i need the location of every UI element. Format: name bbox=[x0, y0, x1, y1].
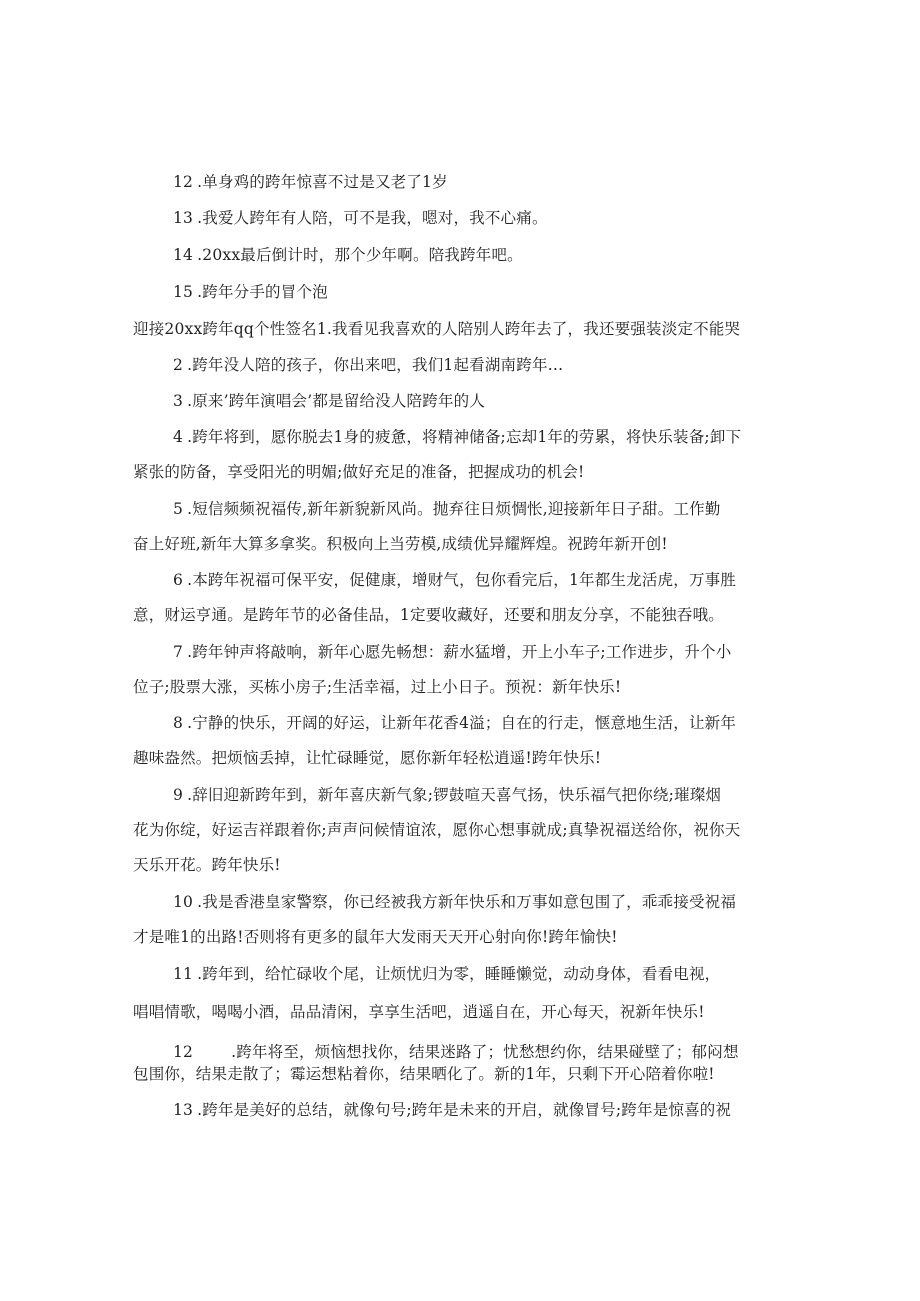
item-number: 14 bbox=[173, 246, 194, 264]
text-line bbox=[133, 462, 793, 482]
text-line bbox=[173, 282, 833, 302]
line-text: 位子;股票大涨，买栋小房子;生活幸福，过上小日子。预祝：新年快乐! bbox=[133, 678, 622, 696]
item-number: 12 bbox=[173, 1043, 194, 1061]
text-line bbox=[133, 820, 793, 840]
item-number: 4 bbox=[173, 428, 184, 446]
text-line bbox=[133, 605, 793, 625]
line-text: .辞旧迎新跨年到，新年喜庆新气象;锣鼓喧天喜气扬，快乐福气把你绕;璀璨烟 bbox=[187, 786, 722, 804]
line-text: 才是唯1的出路!否则将有更多的鼠年大发雨天天开心射向你!跨年愉快! bbox=[133, 928, 618, 946]
text-line bbox=[133, 677, 793, 697]
item-number: 7 bbox=[173, 643, 184, 661]
item-number: 12 bbox=[173, 173, 194, 191]
text-line bbox=[173, 1100, 833, 1120]
item-number: 2 bbox=[173, 356, 184, 374]
text-line bbox=[173, 785, 833, 805]
line-text: 天乐开花。跨年快乐! bbox=[133, 856, 281, 874]
line-text: 花为你绽，好运吉祥跟着你;声声问候情谊浓，愿你心想事就成;真挚祝福送给你，祝你天 bbox=[133, 821, 741, 839]
item-number: 8 bbox=[173, 714, 184, 732]
line-text: 唱唱情歌，喝喝小酒，品品清闲，享享生活吧，逍遥自在，开心每天，祝新年快乐! bbox=[133, 1003, 705, 1021]
line-text: 迎接20xx跨年qq个性签名1.我看见我喜欢的人陪别人跨年去了，我还要强装淡定不能哭 bbox=[133, 320, 741, 338]
line-text: 包围你，结果走散了；霉运想粘着你，结果晒化了。新的1年，只剩下开心陪着你啦! bbox=[133, 1065, 715, 1083]
line-text: .我爱人跨年有人陪，可不是我，嗯对，我不心痛。 bbox=[197, 209, 548, 227]
line-text: 紧张的防备，享受阳光的明媚;做好充足的准备，把握成功的机会! bbox=[133, 463, 585, 481]
line-text: .我是香港皇家警察，你已经被我方新年快乐和万事如意包围了，乖乖接受祝福 bbox=[197, 893, 737, 911]
line-text: .宁静的快乐，开阔的好运，让新年花香4溢；自在的行走，惬意地生活，让新年 bbox=[187, 714, 737, 732]
line-text: .跨年将至，烦恼想找你，结果迷路了；忧愁想约你，结果碰壁了；郁闷想 bbox=[231, 1043, 739, 1061]
item-number: 13 bbox=[173, 1101, 194, 1119]
text-line bbox=[173, 245, 833, 265]
item-number: 6 bbox=[173, 571, 184, 589]
line-text: .跨年到，给忙碌收个尾，让烦忧归为零，睡睡懒觉，动动身体，看看电视， bbox=[197, 965, 721, 983]
text-line bbox=[173, 391, 833, 411]
text-line bbox=[133, 319, 793, 339]
line-text: .本跨年祝福可保平安，促健康，增财气，包你看完后，1年都生龙活虎，万事胜 bbox=[187, 571, 737, 589]
text-line bbox=[173, 172, 833, 192]
text-line bbox=[133, 1064, 793, 1084]
item-number: 9 bbox=[173, 786, 184, 804]
line-text: .跨年钟声将敲响，新年心愿先畅想：薪水猛增，开上小车子;工作进步，升个小 bbox=[187, 643, 732, 661]
text-line bbox=[133, 855, 793, 875]
item-number: 5 bbox=[173, 500, 184, 518]
text-line bbox=[133, 534, 793, 554]
item-number: 15 bbox=[173, 283, 194, 301]
text-line bbox=[133, 748, 793, 768]
line-text: .跨年将到，愿你脱去1身的疲惫，将精神储备;忘却1年的劳累，将快乐装备;卸下 bbox=[187, 428, 742, 446]
text-line bbox=[173, 892, 833, 912]
text-line bbox=[173, 570, 833, 590]
item-number: 3 bbox=[173, 392, 184, 410]
line-text: .跨年是美好的总结，就像句号;跨年是未来的开启，就像冒号;跨年是惊喜的祝 bbox=[197, 1101, 732, 1119]
line-text: .跨年分手的冒个泡 bbox=[197, 283, 328, 301]
text-line bbox=[173, 355, 833, 375]
text-line bbox=[173, 1042, 833, 1062]
item-number: 11 bbox=[173, 965, 194, 983]
text-line bbox=[173, 499, 833, 519]
text-line bbox=[173, 713, 833, 733]
line-text: 奋上好班,新年大算多拿奖。积极向上当劳模,成绩优异耀辉煌。祝跨年新开创! bbox=[133, 535, 668, 553]
text-line bbox=[133, 1002, 793, 1022]
text-line bbox=[173, 642, 833, 662]
text-line bbox=[173, 427, 833, 447]
line-text: 趣味盎然。把烦恼丢掉，让忙碌睡觉，愿你新年轻松逍遥!跨年快乐! bbox=[133, 749, 602, 767]
text-line bbox=[173, 208, 833, 228]
item-number: 13 bbox=[173, 209, 194, 227]
line-text: .原来’跨年演唱会’都是留给没人陪跨年的人 bbox=[187, 392, 486, 410]
text-line bbox=[173, 964, 833, 984]
line-text: .跨年没人陪的孩子，你出来吧，我们1起看湖南跨年… bbox=[187, 356, 564, 374]
line-text: 意，财运亨通。是跨年节的必备佳品，1定要收藏好，还要和朋友分享，不能独吞哦。 bbox=[133, 606, 724, 624]
text-line bbox=[133, 927, 793, 947]
line-text: .20xx最后倒计时，那个少年啊。陪我跨年吧。 bbox=[197, 246, 523, 264]
line-text: .单身鸡的跨年惊喜不过是又老了1岁 bbox=[197, 173, 448, 191]
item-number: 10 bbox=[173, 893, 194, 911]
line-text: .短信频频祝福传,新年新貌新风尚。抛弃往日烦惆怅,迎接新年日子甜。工作勤 bbox=[187, 500, 721, 518]
